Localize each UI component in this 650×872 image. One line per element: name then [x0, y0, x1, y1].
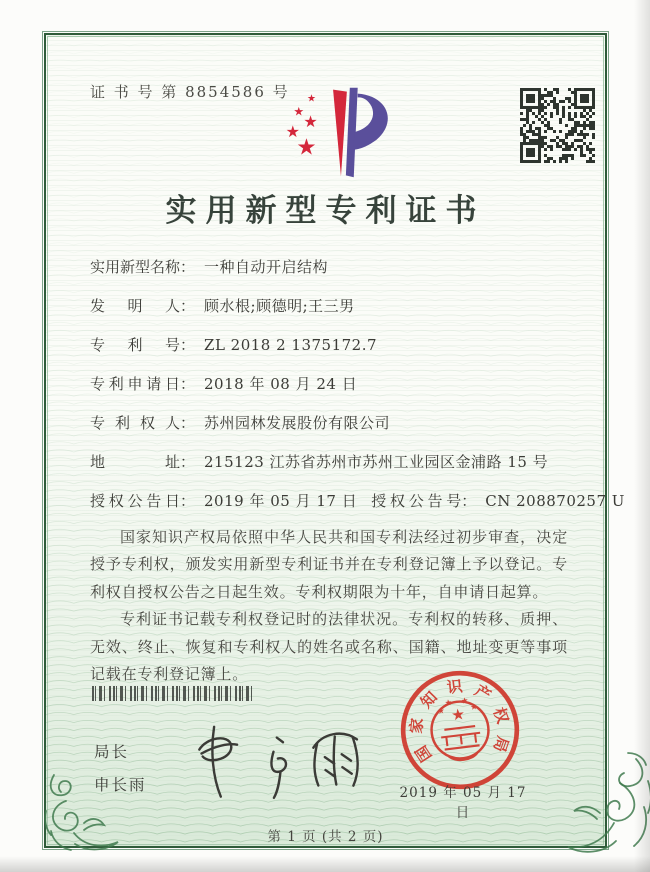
svg-text:家: 家 [406, 717, 427, 735]
qr-code-icon [520, 88, 595, 163]
director-signature-icon [184, 706, 394, 817]
field-label: 专利申请日 [90, 375, 180, 393]
svg-text:识: 识 [445, 676, 464, 697]
field-value: ZL 2018 2 1375172.7 [204, 335, 378, 354]
field-row-inventors: 发明人 ： 顾水根;顾德明;王三男 [90, 297, 355, 315]
svg-text:知: 知 [416, 687, 441, 712]
director-block [94, 740, 147, 795]
field-value: 一种自动开启结构 [204, 258, 329, 276]
page-number: 第 1 页 (共 2 页) [267, 829, 384, 845]
grant-date-pair: 授权公告日 ： 2019 年 05 月 17 日 [90, 492, 358, 510]
field-row-name: 实用新型名称 ： 一种自动开启结构 [90, 258, 329, 276]
svg-text:★: ★ [293, 104, 304, 119]
field-value: 顾水根;顾德明;王三男 [204, 297, 355, 315]
field-row-patentee: 专利权人 ： 苏州园林发展股份有限公司 [90, 414, 391, 432]
field-value: 2018 年 08 月 24 日 [204, 375, 358, 393]
certificate-number: 证 书 号 第 8854586 号 [90, 83, 290, 101]
svg-text:★: ★ [303, 112, 318, 132]
svg-text:★: ★ [450, 705, 467, 725]
field-row-patent-no: 专利号 ： ZL 2018 2 1375172.7 [90, 335, 378, 354]
field-label: 地址 [90, 453, 180, 471]
barcode-icon [92, 686, 254, 701]
certificate-title: 实用新型专利证书 [165, 193, 486, 229]
svg-text:★: ★ [296, 134, 317, 161]
field-row-address: 地址 ： 215123 江苏省苏州市苏州工业园区金浦路 15 号 [90, 453, 549, 471]
svg-text:★: ★ [436, 705, 446, 716]
svg-text:权: 权 [489, 704, 513, 726]
field-value: 2019 年 05 月 17 日 [204, 492, 358, 510]
field-value: CN 208870257 U [485, 491, 625, 510]
svg-text:产: 产 [471, 680, 495, 705]
svg-text:国: 国 [411, 742, 436, 766]
director-name: 申长雨 [94, 776, 147, 794]
svg-text:★: ★ [460, 694, 469, 706]
svg-text:★: ★ [307, 93, 316, 105]
svg-text:★: ★ [285, 121, 300, 141]
field-label: 专利号 [90, 336, 180, 354]
field-list [90, 247, 625, 520]
grant-number-pair: 授权公告号 ： CN 208870257 U [371, 491, 625, 510]
field-label: 授权公告日 [90, 492, 180, 510]
director-title: 局长 [94, 743, 130, 761]
legal-paragraph-1: 国家知识产权局依照中华人民共和国专利法经过初步审查，决定授予专利权，颁发实用新型专利证书并在专利登记簿上予以登记。专利权自授权公告之日起生效。专利权期限为十年，自申请日起算。 [90, 528, 568, 601]
seal-date: 2019 年 05 月 17 日 [399, 785, 527, 821]
field-label: 授权公告号 [371, 492, 462, 510]
field-row-filing-date: 专利申请日 ： 2018 年 08 月 24 日 [90, 375, 358, 393]
patent-certificate [44, 33, 625, 848]
svg-text:局: 局 [489, 733, 513, 755]
field-label: 实用新型名称 [90, 258, 181, 276]
field-value: 215123 江苏省苏州市苏州工业园区金浦路 15 号 [204, 453, 549, 471]
field-label: 发明人 [90, 297, 180, 315]
field-value: 苏州园林发展股份有限公司 [204, 414, 391, 432]
official-seal-icon [391, 661, 529, 799]
svg-text:★: ★ [469, 701, 479, 712]
cnipa-logo-icon [274, 85, 402, 181]
legal-paragraph-2: 专利证书记载专利权登记时的法律状况。专利权的转移、质押、无效、终止、恢复和专利权人的姓名或名称、国籍、地址变更等事项记载在专利登记簿上。 [90, 610, 568, 684]
svg-text:★: ★ [443, 696, 453, 708]
field-row-grant [90, 481, 625, 520]
field-label: 专利权人 [90, 414, 180, 432]
